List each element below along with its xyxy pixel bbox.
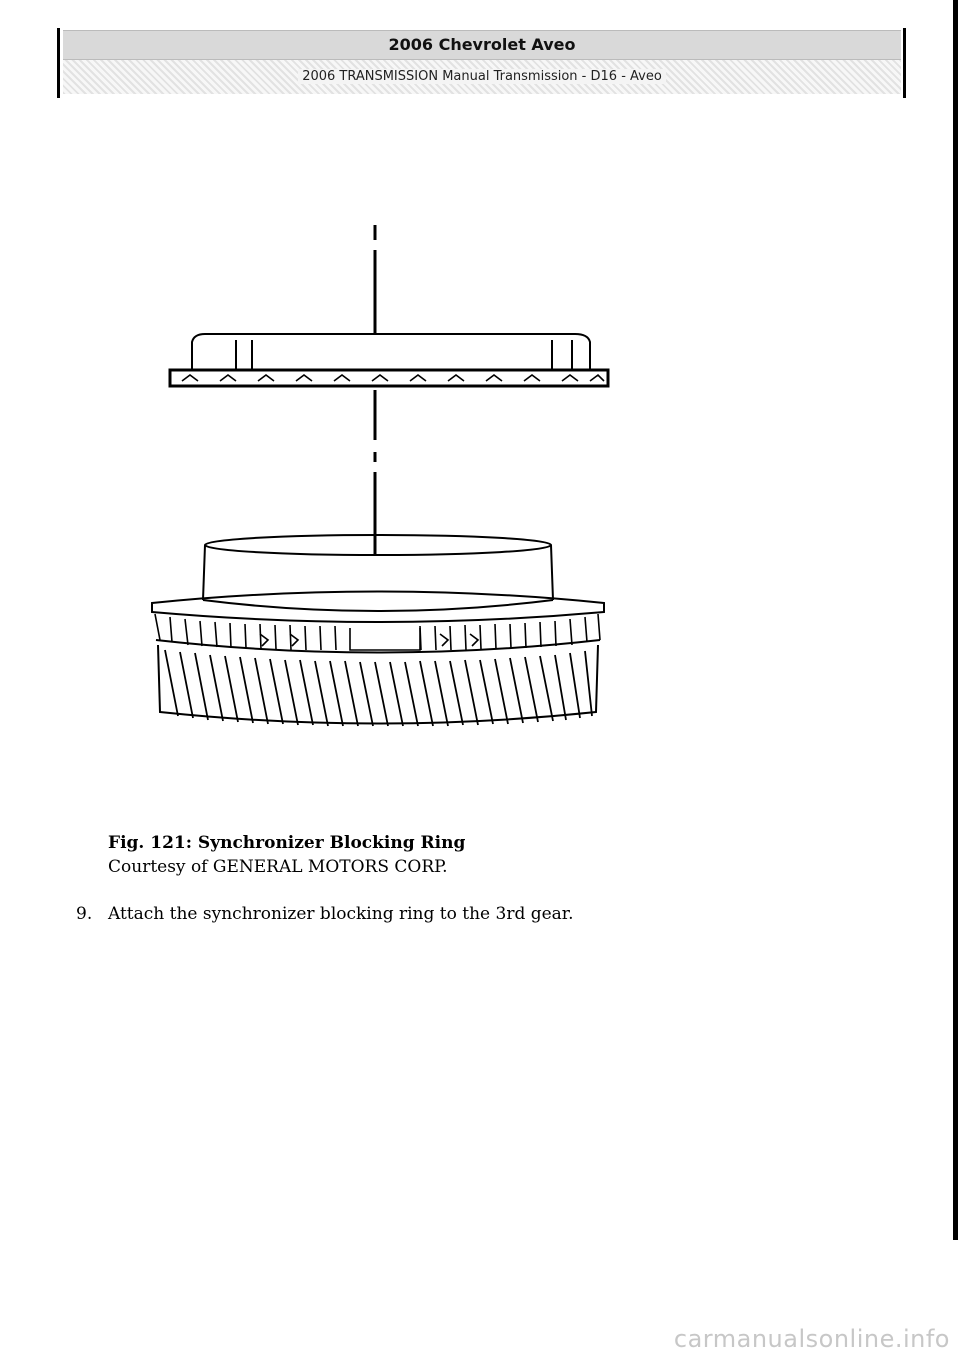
header-left-rule	[57, 28, 60, 98]
ring-teeth	[182, 375, 604, 381]
step-text: Attach the synchronizer blocking ring to the 3rd gear.	[108, 904, 574, 924]
gear-clutch-teeth	[155, 614, 600, 650]
page-right-edge	[953, 0, 958, 1240]
figure-caption: Fig. 121: Synchronizer Blocking Ring	[108, 833, 466, 853]
document-title: 2006 Chevrolet Aveo	[63, 30, 901, 60]
header-right-rule	[903, 28, 906, 98]
synchronizer-ring-figure	[140, 210, 640, 750]
document-subtitle	[63, 60, 901, 94]
blocking-ring	[170, 334, 608, 386]
gear-helical-teeth	[165, 650, 592, 726]
watermark: carmanualsonline.info	[673, 1325, 950, 1353]
document-subtitle-text: 2006 TRANSMISSION Manual Transmission - D16 - Aveo	[298, 69, 666, 84]
figure-credit: Courtesy of GENERAL MOTORS CORP.	[108, 857, 448, 877]
third-gear	[152, 535, 604, 726]
step-number: 9.	[76, 904, 93, 924]
